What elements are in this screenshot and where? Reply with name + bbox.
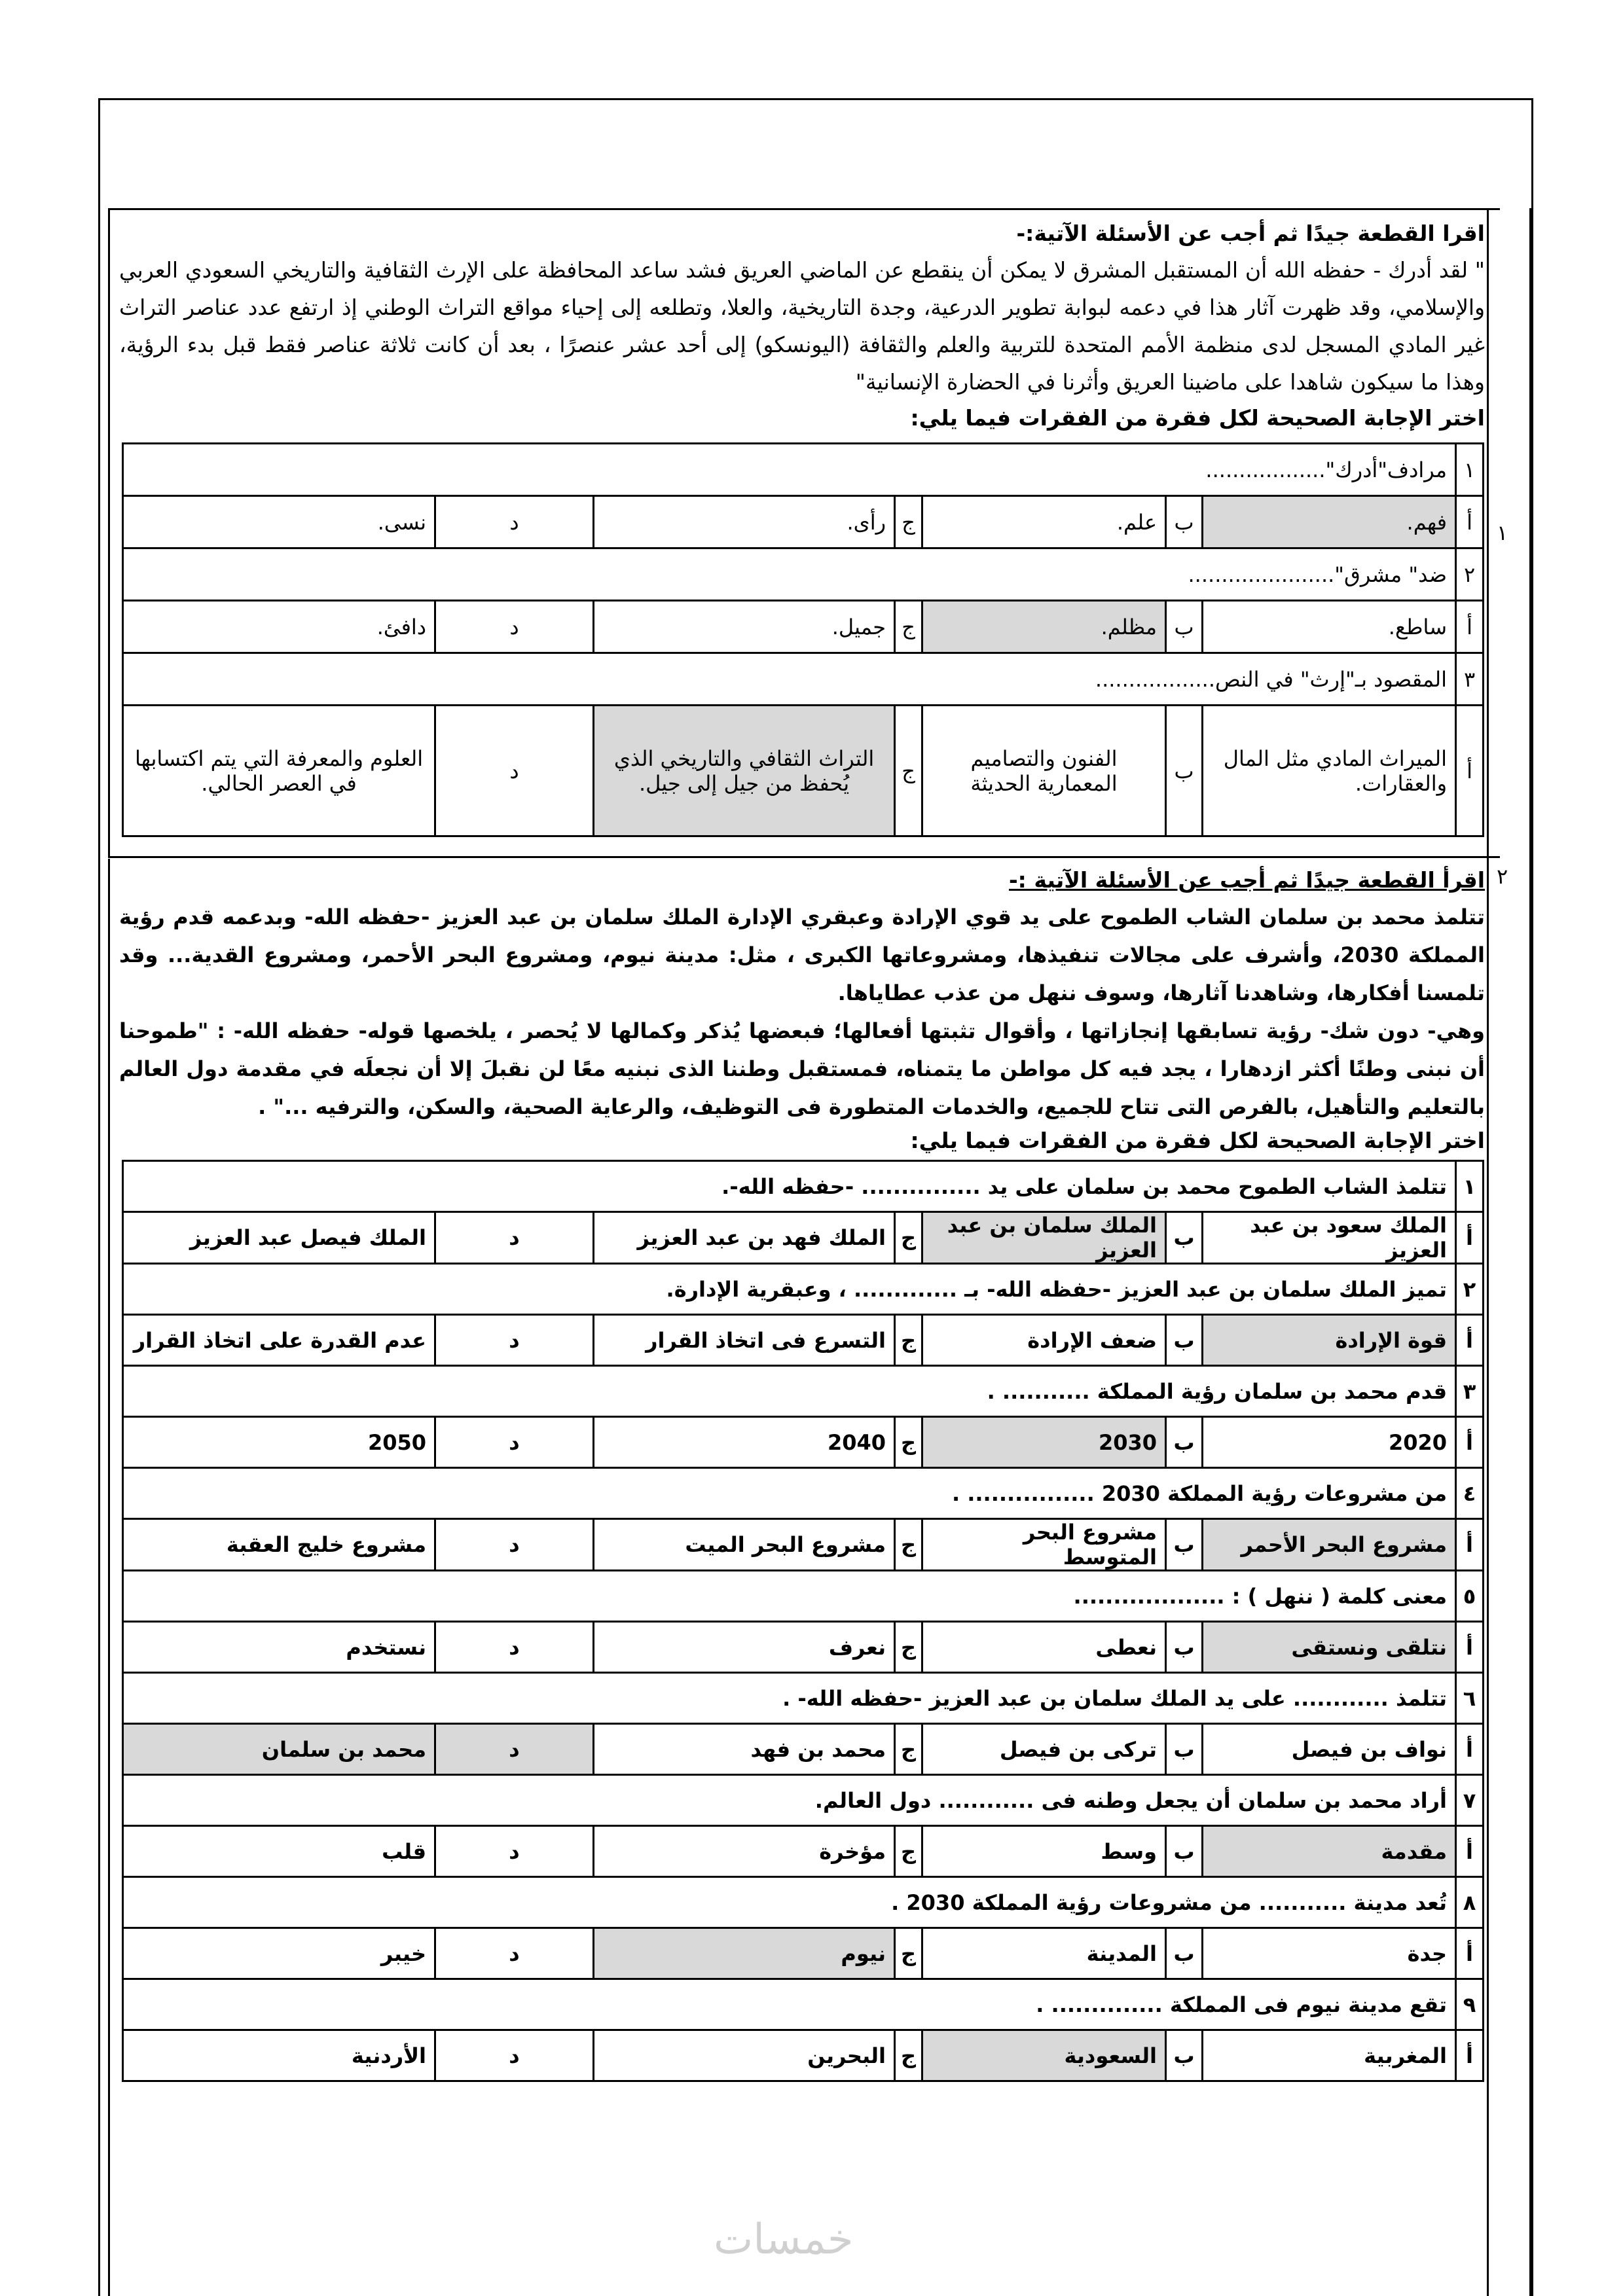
option-letter: ج — [895, 1928, 922, 1979]
q2-passage-1: تتلمذ محمد بن سلمان الشاب الطموح على يد قوي الإرادة وعبقري الإدارة الملك سلمان بن عبد العزيز -حفظه الله- وبدعمه قدم رؤية المملكة 2030، وأشرف على مجالات تنفيذها، ومشروعاتها الكبرى ، مثل: مدينة نيوم، ومشروع البحر الأحمر، ومشروع القدية... وقد تلمسنا أفكارها، وشاهدنا آثارها، وسوف ننهل من عذب عطاياها. — [119, 905, 1486, 1005]
option-b[interactable]: علم. — [922, 496, 1166, 548]
q2-item-number: ١ — [1456, 1161, 1484, 1212]
q2-number: ٢ — [1497, 864, 1508, 889]
q2-item-number: ٣ — [1456, 1366, 1484, 1417]
option-letter: أ — [1456, 496, 1484, 548]
option-a[interactable]: 2020 — [1203, 1417, 1456, 1468]
q2-item-3-stem-row — [123, 1366, 1484, 1417]
option-d[interactable]: دافئ. — [123, 601, 435, 653]
q2-item-3-options-row — [123, 1417, 1484, 1468]
option-b-selected[interactable]: السعودية — [922, 2030, 1166, 2081]
option-c[interactable]: نعرف — [594, 1622, 895, 1673]
option-c[interactable]: مؤخرة — [594, 1826, 895, 1877]
option-letter: ج — [895, 601, 922, 653]
q1-item-stem: المقصود بـ"إرث" في النص.................. — [123, 653, 1456, 706]
option-b[interactable]: نعطى — [922, 1622, 1166, 1673]
option-letter: أ — [1456, 1212, 1484, 1264]
q2-item-number: ٩ — [1456, 1979, 1484, 2030]
option-d-selected[interactable]: محمد بن سلمان — [123, 1724, 435, 1775]
watermark: خمسات — [714, 2215, 854, 2264]
q2-item-number: ٦ — [1456, 1673, 1484, 1724]
q1-block — [108, 208, 1491, 856]
option-c[interactable]: مشروع البحر الميت — [594, 1519, 895, 1571]
option-a-selected[interactable]: نتلقى ونستقى — [1203, 1622, 1456, 1673]
q2-item-stem: تتلمذ الشاب الطموح محمد بن سلمان على يد ............... -حفظه الله-. — [123, 1161, 1456, 1212]
q1-item-stem: مرادف"أدرك".................. — [123, 444, 1456, 496]
q2-instruction: اقرأ القطعة جيدًا ثم أجب عن الأسئلة الآتية :- — [1008, 867, 1485, 893]
option-c[interactable]: رأى. — [594, 496, 895, 548]
q2-item-number: ٨ — [1456, 1877, 1484, 1928]
q-divider — [108, 856, 1500, 858]
q2-item-2-options-row — [123, 1315, 1484, 1366]
option-letter: أ — [1456, 1724, 1484, 1775]
option-letter: د — [435, 1417, 594, 1468]
option-a[interactable]: جدة — [1203, 1928, 1456, 1979]
option-letter: د — [435, 2030, 594, 2081]
q1-choose-instruction: اختر الإجابة الصحيحة لكل فقرة من الفقرات فيما يلي: — [910, 405, 1485, 431]
option-b-selected[interactable]: 2030 — [922, 1417, 1166, 1468]
option-b-selected[interactable]: مظلم. — [922, 601, 1166, 653]
q2-item-9-stem-row — [123, 1979, 1484, 2030]
option-a-selected[interactable]: مشروع البحر الأحمر — [1203, 1519, 1456, 1571]
q2-item-number: ٧ — [1456, 1775, 1484, 1826]
q2-item-4-options-row — [123, 1519, 1484, 1571]
q1-table — [122, 442, 1484, 837]
option-a-selected[interactable]: مقدمة — [1203, 1826, 1456, 1877]
option-letter: ب — [1166, 601, 1203, 653]
q1-item-number: ٢ — [1456, 548, 1484, 601]
q2-item-8-options-row — [123, 1928, 1484, 1979]
option-letter: ج — [895, 1519, 922, 1571]
option-letter: ب — [1166, 1724, 1203, 1775]
q1-item-stem: ضد" مشرق"...................... — [123, 548, 1456, 601]
option-letter: د — [435, 1519, 594, 1571]
q2-item-stem: تتلمذ ............ على يد الملك سلمان بن عبد العزيز -حفظه الله- . — [123, 1673, 1456, 1724]
option-c[interactable]: التسرع فى اتخاذ القرار — [594, 1315, 895, 1366]
q2-item-6-stem-row — [123, 1673, 1484, 1724]
q1-instruction: اقرا القطعة جيدًا ثم أجب عن الأسئلة الآتية:- — [1016, 221, 1485, 246]
q2-passage-2: وهي- دون شك- رؤية تسابقها إنجازاتها ، وأقوال تثبتها أفعالها؛ فبعضها يُذكر وكمالها لا يُحصر ، يلخصها قوله- حفظه الله- : "طموحنا أن نبنى وطنًا أكثر ازدهارا ، يجد فيه كل مواطن ما يتمناه، فمستقبل وطننا الذى نبنيه معًا لن نقبلَ إلا أن نجعلَه في مقدمة دول العالم بالتعليم والتأهيل، بالفرص التى تتاح للجميع، والخدمات المتطورة فى التوظيف، والرعاية الصحية، والسكن، والترفيه ..." . — [119, 1018, 1485, 1119]
option-letter: د — [435, 706, 594, 836]
q2-item-stem: من مشروعات رؤية المملكة 2030 ................ . — [123, 1468, 1456, 1519]
option-letter: أ — [1456, 1826, 1484, 1877]
option-b[interactable]: ضعف الإرادة — [922, 1315, 1166, 1366]
option-letter: أ — [1456, 1315, 1484, 1366]
option-d[interactable]: نستخدم — [123, 1622, 435, 1673]
q1-item-2-stem-row — [123, 548, 1484, 601]
option-letter: د — [435, 496, 594, 548]
q1-item-number: ١ — [1456, 444, 1484, 496]
option-letter: د — [435, 1724, 594, 1775]
option-a-selected[interactable]: قوة الإرادة — [1203, 1315, 1456, 1366]
option-letter: ج — [895, 1622, 922, 1673]
q1-item-3-options-row — [123, 706, 1484, 836]
option-letter: ب — [1166, 1826, 1203, 1877]
q2-item-stem: تميز الملك سلمان بن عبد العزيز -حفظه الله- بـ ............. ، وعبقرية الإدارة. — [123, 1264, 1456, 1315]
option-c-selected[interactable]: التراث الثقافي والتاريخي الذي يُحفظ من جيل إلى جيل. — [594, 706, 895, 836]
q2-item-stem: أراد محمد بن سلمان أن يجعل وطنه فى ............ دول العالم. — [123, 1775, 1456, 1826]
option-d[interactable]: 2050 — [123, 1417, 435, 1468]
q1-item-1-stem-row — [123, 444, 1484, 496]
q2-item-number: ٥ — [1456, 1571, 1484, 1622]
q2-item-5-stem-row — [123, 1571, 1484, 1622]
option-letter: ب — [1166, 1928, 1203, 1979]
option-letter: أ — [1456, 1519, 1484, 1571]
option-c[interactable]: محمد بن فهد — [594, 1724, 895, 1775]
option-letter: أ — [1456, 1622, 1484, 1673]
option-letter: ج — [895, 1826, 922, 1877]
option-letter: ب — [1166, 2030, 1203, 2081]
option-a[interactable]: الملك سعود بن عبد العزيز — [1203, 1212, 1456, 1264]
option-c-selected[interactable]: نيوم — [594, 1928, 895, 1979]
q2-table — [122, 1160, 1484, 2082]
q2-item-number: ٤ — [1456, 1468, 1484, 1519]
option-letter: د — [435, 1928, 594, 1979]
option-letter: ب — [1166, 1212, 1203, 1264]
q1-item-2-options-row — [123, 601, 1484, 653]
option-d[interactable]: الأردنية — [123, 2030, 435, 2081]
option-d[interactable]: قلب — [123, 1826, 435, 1877]
option-c[interactable]: الملك فهد بن عبد العزيز — [594, 1212, 895, 1264]
q2-item-7-stem-row — [123, 1775, 1484, 1826]
option-a[interactable]: الميراث المادي مثل المال والعقارات. — [1203, 706, 1456, 836]
option-letter: د — [435, 601, 594, 653]
q1-item-1-options-row — [123, 496, 1484, 548]
q2-item-5-options-row — [123, 1622, 1484, 1673]
option-letter: د — [435, 1622, 594, 1673]
option-letter: أ — [1456, 1928, 1484, 1979]
option-a[interactable]: المغربية — [1203, 2030, 1456, 2081]
option-letter: ب — [1166, 1519, 1203, 1571]
option-a[interactable]: ساطع. — [1203, 601, 1456, 653]
option-a-selected[interactable]: فهم. — [1203, 496, 1456, 548]
option-letter: أ — [1456, 2030, 1484, 2081]
option-letter: ج — [895, 2030, 922, 2081]
q2-item-number: ٢ — [1456, 1264, 1484, 1315]
q2-item-stem: قدم محمد بن سلمان رؤية المملكة ........... . — [123, 1366, 1456, 1417]
q2-choose-instruction: اختر الإجابة الصحيحة لكل فقرة من الفقرات فيما يلي: — [910, 1128, 1485, 1153]
option-letter: ب — [1166, 706, 1203, 836]
option-d[interactable]: نسى. — [123, 496, 435, 548]
q2-item-stem: معنى كلمة ( ننهل ) : ................... — [123, 1571, 1456, 1622]
option-c[interactable]: جميل. — [594, 601, 895, 653]
option-letter: د — [435, 1212, 594, 1264]
option-letter: ب — [1166, 1417, 1203, 1468]
option-b[interactable]: وسط — [922, 1826, 1166, 1877]
q2-item-4-stem-row — [123, 1468, 1484, 1519]
q1-number: ١ — [1497, 520, 1508, 545]
option-letter: ج — [895, 706, 922, 836]
option-d[interactable]: العلوم والمعرفة التي يتم اكتسابها في العصر الحالي. — [123, 706, 435, 836]
option-letter: د — [435, 1826, 594, 1877]
option-letter: ب — [1166, 1315, 1203, 1366]
option-letter: ب — [1166, 496, 1203, 548]
q2-block — [108, 859, 1491, 2296]
option-b-selected[interactable]: الملك سلمان بن عبد العزيز — [922, 1212, 1166, 1264]
q1-item-3-stem-row — [123, 653, 1484, 706]
q1-item-number: ٣ — [1456, 653, 1484, 706]
q2-item-1-options-row — [123, 1212, 1484, 1264]
q1-passage: " لقد أدرك - حفظه الله أن المستقبل المشرق لا يمكن أن ينقطع عن الماضي العريق فشد ساعد المحافظة على الإرث الثقافية والتاريخي السعودي العربي والإسلامي، وقد ظهرت آثار هذا في دعمه لبوابة تطوير الدرعية، وجدة التاريخية، والعلا، وتطلعه إلى إحياء مواقع التراث الوطني إذ ارتفع عدد عناصر التراث غير المادي المسجل لدى منظمة الأمم المتحدة للتربية والعلم والثقافة (اليونسكو) إلى أحد عشر عنصرًا ، بعد أن كانت ثلاثة عناصر فقط قبل بدء الرؤية، وهذا ما سيكون شاهدا على ماضينا العريق وأثرنا في الحضارة الإنسانية" — [119, 257, 1485, 395]
q2-item-7-options-row — [123, 1826, 1484, 1877]
number-column-divider-outer — [1529, 208, 1531, 2296]
q2-item-stem: تقع مدينة نيوم فى المملكة .............. . — [123, 1979, 1456, 2030]
option-letter: ج — [895, 1315, 922, 1366]
q2-item-9-options-row — [123, 2030, 1484, 2081]
option-c[interactable]: البحرين — [594, 2030, 895, 2081]
option-letter: أ — [1456, 706, 1484, 836]
option-letter: أ — [1456, 1417, 1484, 1468]
option-letter: ج — [895, 496, 922, 548]
option-letter: ج — [895, 1212, 922, 1264]
q2-item-8-stem-row — [123, 1877, 1484, 1928]
q2-item-1-stem-row — [123, 1161, 1484, 1212]
option-b[interactable]: تركى بن فيصل — [922, 1724, 1166, 1775]
q2-item-stem: تُعد مدينة ........... من مشروعات رؤية المملكة 2030 . — [123, 1877, 1456, 1928]
option-c[interactable]: 2040 — [594, 1417, 895, 1468]
option-b[interactable]: مشروع البحر المتوسط — [922, 1519, 1166, 1571]
option-d[interactable]: مشروع خليج العقبة — [123, 1519, 435, 1571]
q2-item-6-options-row — [123, 1724, 1484, 1775]
option-d[interactable]: عدم القدرة على اتخاذ القرار — [123, 1315, 435, 1366]
option-letter: ب — [1166, 1622, 1203, 1673]
option-d[interactable]: الملك فيصل عبد العزيز — [123, 1212, 435, 1264]
option-b[interactable]: الفنون والتصاميم المعمارية الحديثة — [922, 706, 1166, 836]
q2-item-2-stem-row — [123, 1264, 1484, 1315]
option-b[interactable]: المدينة — [922, 1928, 1166, 1979]
option-a[interactable]: نواف بن فيصل — [1203, 1724, 1456, 1775]
option-letter: ج — [895, 1417, 922, 1468]
option-letter: ج — [895, 1724, 922, 1775]
option-d[interactable]: خيبر — [123, 1928, 435, 1979]
option-letter: أ — [1456, 601, 1484, 653]
option-letter: د — [435, 1315, 594, 1366]
